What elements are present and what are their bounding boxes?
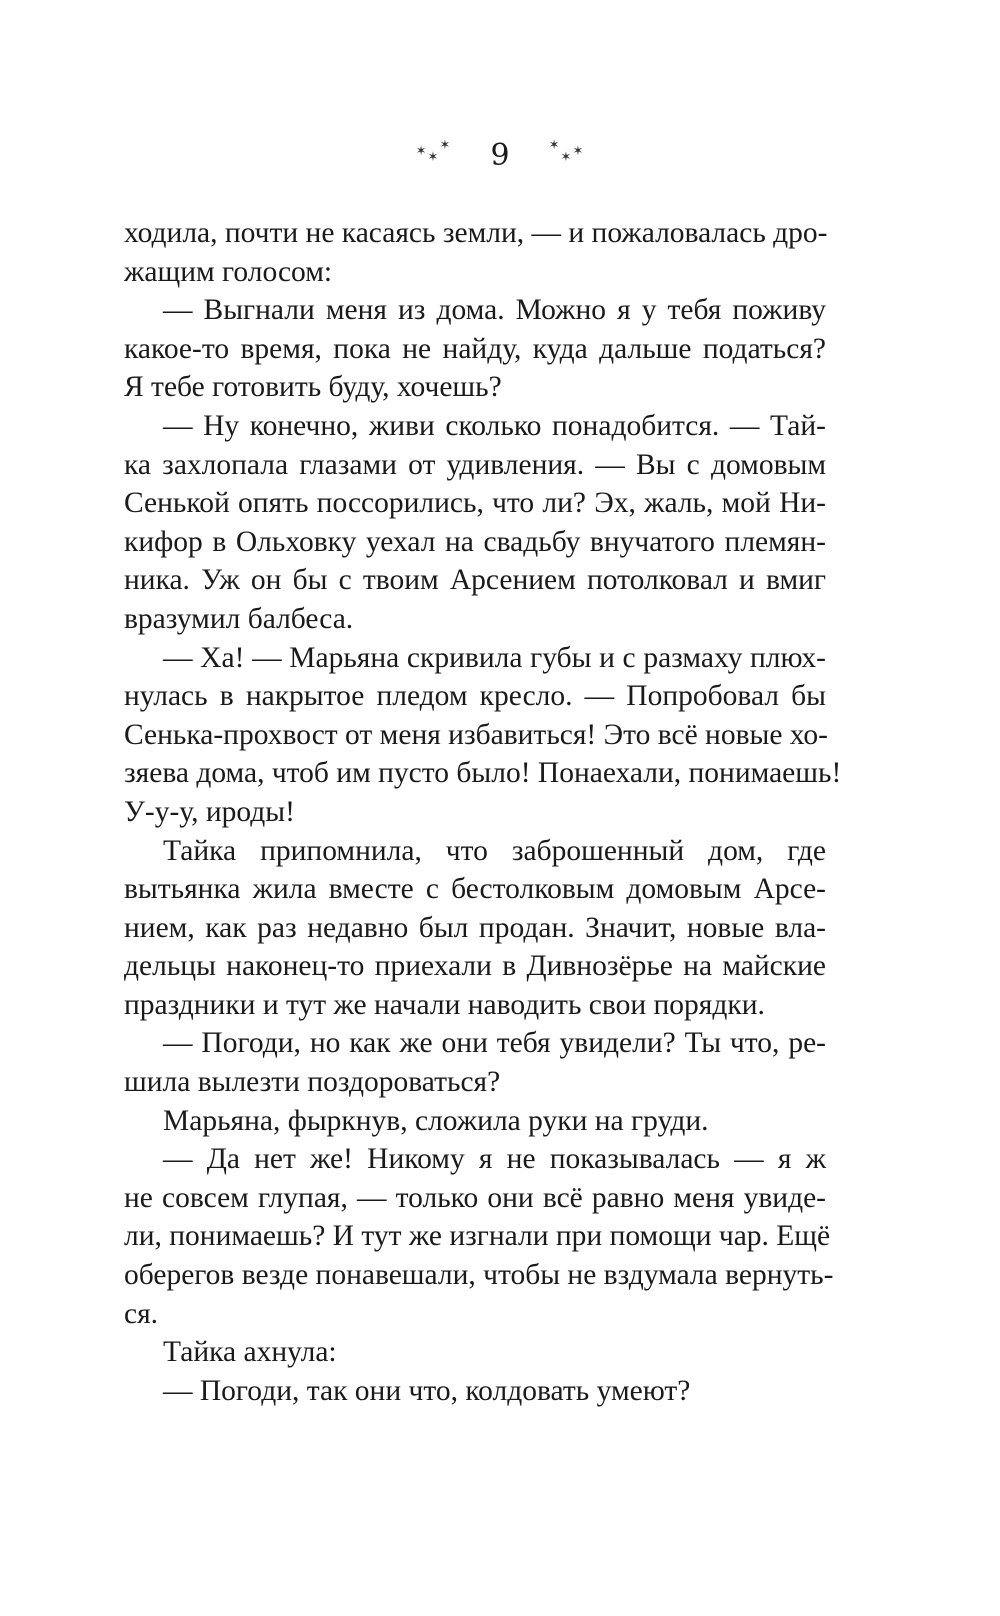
text-line: Тайка припомнила, что заброшенный дом, где <box>163 834 826 867</box>
text-line: — Ха! — Марьяна скривила губы и с размаху плюх- <box>163 641 826 674</box>
text-line: какое-то время, пока не найду, куда дальше податься? <box>124 332 826 365</box>
text-line: ли, понимаешь? И тут же изгнали при помощи чар. Ещё <box>124 1220 831 1253</box>
text-line: вразумил балбеса. <box>124 602 354 635</box>
page-header <box>0 138 1000 178</box>
text-line: оберегов везде понавешали, чтобы не вздумала вернуть- <box>124 1259 834 1292</box>
text-line: Марьяна, фыркнув, сложила руки на груди. <box>163 1104 709 1137</box>
text-line: Я тебе готовить буду, хочешь? <box>124 371 502 404</box>
text-line: кифор в Ольховку уехал на свадьбу внучатого племян- <box>124 525 826 558</box>
page-number: 9 <box>490 138 510 173</box>
text-line: праздники и тут же начали наводить свои порядки. <box>124 988 765 1021</box>
text-line: — Да нет же! Никому я не показывалась — я ж <box>163 1143 826 1176</box>
text-line: ся. <box>124 1297 159 1330</box>
text-line: нием, как раз недавно был продан. Значит, новые вла- <box>124 911 826 944</box>
text-line: У-у-у, ироды! <box>124 795 295 828</box>
ornament-left-icon: ✶✶✶ <box>415 138 452 165</box>
text-line: ка захлопала глазами от удивления. — Вы с домовым <box>124 448 826 481</box>
text-line: Тайка ахнула: <box>163 1336 337 1369</box>
text-line: — Погоди, так они что, колдовать умеют? <box>163 1374 691 1407</box>
text-line: Сенька-прохвост от меня избавиться! Это всё новые хо- <box>124 718 829 751</box>
text-line: жащим голосом: <box>124 255 333 288</box>
text-line: ходила, почти не касаясь земли, — и пожаловалась дро- <box>124 217 828 249</box>
text-line: — Выгнали меня из дома. Можно я у тебя поживу <box>163 294 826 327</box>
text-line: нулась в накрытое пледом кресло. — Попробовал бы <box>124 680 826 713</box>
text-line: зяева дома, чтоб им пусто было! Понаехали, понимаешь! <box>124 757 842 790</box>
text-line: дельцы наконец-то приехали в Дивнозёрье на майские <box>124 950 826 983</box>
body-text <box>124 214 842 1410</box>
text-line: вытьянка жила вместе с бестолковым домовым Арсе- <box>124 873 826 906</box>
text-line: — Ну конечно, живи сколько понадобится. — Тай- <box>163 409 826 442</box>
text-line: ника. Уж он бы с твоим Арсением потолковал и вмиг <box>124 564 826 597</box>
text-line: шила вылезти поздороваться? <box>124 1066 501 1099</box>
text-line: Сенькой опять поссорились, что ли? Эх, жаль, мой Ни- <box>124 487 826 520</box>
text-line: не совсем глупая, — только они всё равно меня увиде- <box>124 1181 826 1214</box>
text-line: — Погоди, но как же они тебя увидели? Ты что, ре- <box>163 1027 826 1060</box>
ornament-right-icon: ✶✶✶ <box>548 138 585 165</box>
